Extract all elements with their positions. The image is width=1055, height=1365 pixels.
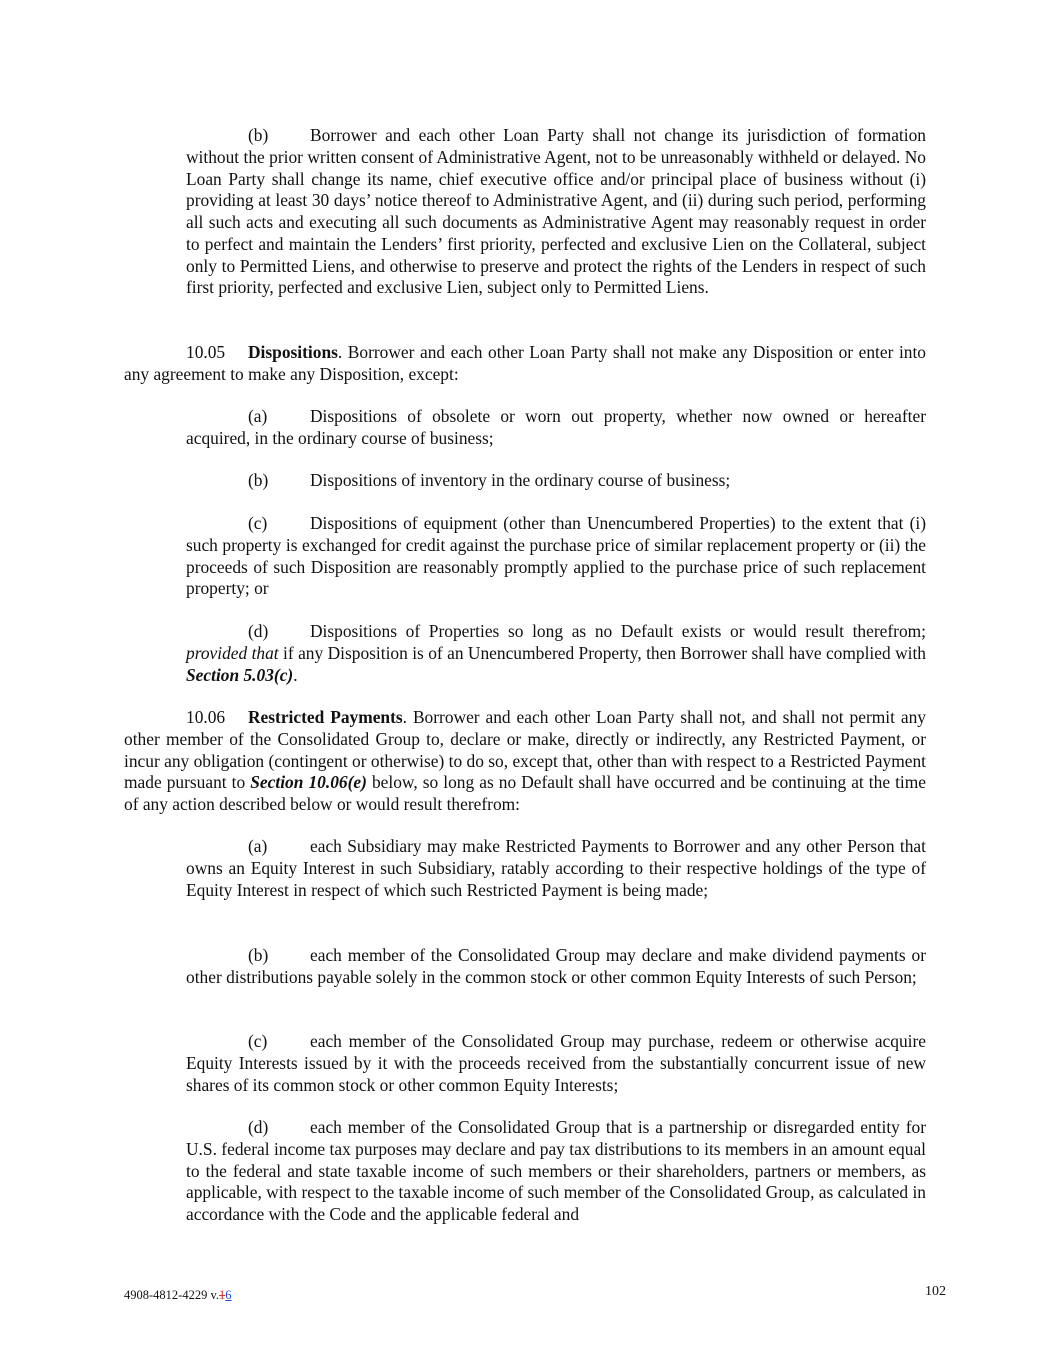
section-number: 10.06 xyxy=(186,707,226,727)
paragraph-10-05-b xyxy=(186,470,926,492)
clause-text: each member of the Consolidated Group that is a partnership or disregarded entity for U.S. federal income tax purposes may declare and pay tax distributions to its members in an amount equal to the federal and state taxable income of such members or their shareholders, partners or members, as applicable, with respect to the taxable income of such member of the Consolidated Group, as calculated in accordance with the Code and the applicable federal and xyxy=(186,1117,926,1224)
inserted-version: 6 xyxy=(225,1288,232,1302)
section-reference: Section 5.03(c) xyxy=(186,664,294,685)
section-heading: Dispositions xyxy=(248,342,338,362)
paragraph-10-06-a xyxy=(186,836,926,901)
clause-label: (a) xyxy=(248,836,268,856)
section-reference: Section 10.06(e) xyxy=(250,772,367,793)
clause-text: Dispositions of Properties so long as no Default exists or would result therefrom; xyxy=(310,621,926,641)
clause-text: Dispositions of inventory in the ordinary course of business; xyxy=(310,470,731,490)
paragraph-10-06-d xyxy=(186,1117,926,1226)
section-10-06 xyxy=(124,707,926,816)
paragraph-10-06-b xyxy=(186,945,926,989)
deleted-version: 1 xyxy=(219,1288,226,1302)
clause-text: each member of the Consolidated Group may purchase, redeem or otherwise acquire Equity Interests issued by it with the proceeds received from the substantially concurrent issue of new shares of its common stock or other common Equity Interests; xyxy=(186,1031,926,1095)
clause-label: (b) xyxy=(248,945,269,965)
doc-id-text: 4908-4812-4229 v. xyxy=(124,1288,220,1302)
document-id xyxy=(124,1287,232,1303)
clause-label: (c) xyxy=(248,1031,268,1051)
paragraph-10-04-b xyxy=(186,125,926,299)
clause-label: (d) xyxy=(248,1117,269,1137)
paragraph-10-06-c xyxy=(186,1031,926,1096)
clause-text: Dispositions of equipment (other than Unencumbered Properties) to the extent that (i) such property is exchanged for credit against the purchase price of similar replacement property or (ii) the proceeds of such Disposition are reasonably promptly applied to the purchase price of such replacement property; or xyxy=(186,513,926,599)
italic-term: provided that xyxy=(186,642,279,663)
section-text: . Borrower and each other Loan Party shall not make any Disposition or enter into any agreement to make any Disposition, except: xyxy=(124,342,926,384)
clause-text-cont: if any Disposition is of an Unencumbered Property, then Borrower shall have complied with xyxy=(278,642,926,663)
clause-label: (c) xyxy=(248,513,268,533)
clause-text: Borrower and each other Loan Party shall not change its jurisdiction of formation without the prior written consent of Administrative Agent, not to be unreasonably withheld or delayed. No Loan Party shall change its name, chief executive office and/or principal place of business without (i) providing at least 30 days’ notice thereof to Administrative Agent, and (ii) during such period, performing all such acts and executing all such documents as Administrative Agent may reasonably request in order to perfect and maintain the Lenders’ first priority, perfected and exclusive Lien on the Collateral, subject only to Permitted Liens, and otherwise to preserve and protect the rights of the Lenders in respect of such first priority, perfected and exclusive Lien, subject only to Permitted Liens. xyxy=(186,125,926,298)
paragraph-10-05-d xyxy=(186,621,926,686)
page-number: 102 xyxy=(925,1284,946,1299)
clause-label: (d) xyxy=(248,621,269,641)
section-10-05 xyxy=(124,342,926,386)
clause-text-end: . xyxy=(293,664,298,685)
clause-label: (a) xyxy=(248,406,268,426)
paragraph-10-05-c xyxy=(186,513,926,600)
section-text: . Borrower and each other Loan Party shall not, and shall not permit any other member of the Consolidated Group to, declare or make, directly or indirectly, any Restricted Payment, or incur any obligation (contingent or otherwise) to do so, except that, other than with respect to a Restricted Payment made pursuant to xyxy=(124,707,926,793)
clause-text: each Subsidiary may make Restricted Payments to Borrower and any other Person that owns an Equity Interest in such Subsidiary, ratably according to their respective holdings of the type of Equity Interest in respect of which such Restricted Payment is being made; xyxy=(186,836,926,900)
clause-text: each member of the Consolidated Group may declare and make dividend payments or other distributions payable solely in the common stock or other common Equity Interests of such Person; xyxy=(186,945,926,987)
clause-text: Dispositions of obsolete or worn out property, whether now owned or hereafter acquired, in the ordinary course of business; xyxy=(186,406,926,448)
section-heading: Restricted Payments xyxy=(248,707,403,727)
section-number: 10.05 xyxy=(186,342,226,362)
clause-label: (b) xyxy=(248,470,269,490)
section-text-cont: below, so long as no Default shall have occurred and be continuing at the time of any action described below or would result therefrom: xyxy=(124,772,927,814)
paragraph-10-05-a xyxy=(186,406,926,450)
clause-label: (b) xyxy=(248,125,269,145)
